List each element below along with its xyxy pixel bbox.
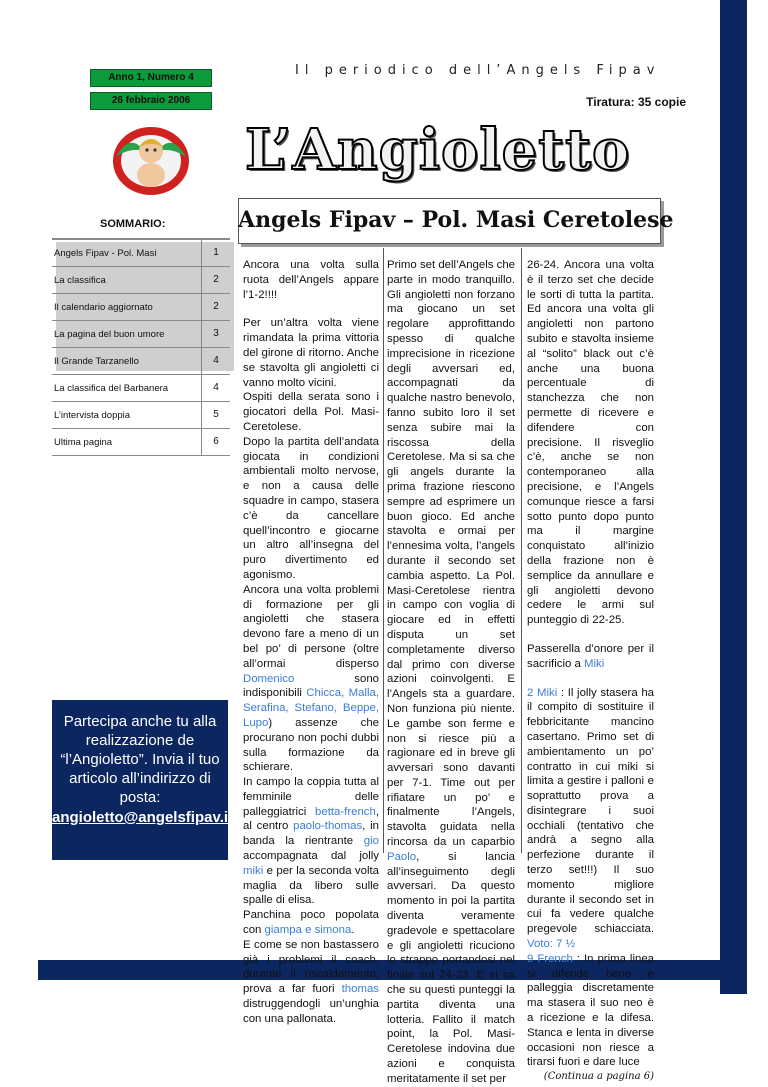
player-name: Domenico — [243, 672, 295, 685]
article-column-1 — [243, 258, 379, 1027]
paragraph: Dopo la partita dell’andata giocata in condizioni ambientali molto nervose, e non a causa delle squadre in campo, stasera c’è da cancellare quell’incontro e giocarne un altro all’insegna del puro divertimento ed agonismo. — [243, 435, 379, 581]
paragraph: Ancora una volta problemi di formazione per gli angioletti che stasera devono fare a meno di un bel po’ di persone (oltre all’ormai disperso Domenico sono indisponibili Chicca, Malla, Serafina, Stefano, Beppe, Lupo) assenze che procurano non pochi dubbi sulla formazione da schierare. — [243, 583, 379, 774]
player-name: miki — [243, 864, 264, 877]
promo-email-link[interactable]: angioletto@angelsfipav.it — [52, 809, 234, 826]
toc-label: Angels Fipav - Pol. Masi — [54, 247, 157, 259]
issue-number-box: Anno 1, Numero 4 — [90, 69, 212, 87]
toc-page: 2 — [201, 294, 230, 320]
toc-page: 4 — [201, 375, 230, 401]
toc-label: La pagina del buon umore — [54, 328, 165, 340]
right-decorative-bar — [720, 0, 747, 994]
paragraph: Ancora una volta sulla ruota dell’Angels appare l’1-2!!!! — [243, 259, 379, 301]
player-name: Paolo — [387, 850, 417, 863]
angel-logo — [110, 117, 192, 199]
paragraph: Panchina poco popolata con giampa e simona. — [243, 909, 379, 937]
player-name: paolo-thomas — [293, 820, 363, 833]
player-name: thomas — [341, 983, 379, 996]
toc-row[interactable] — [52, 375, 230, 402]
toc-row[interactable] — [52, 267, 230, 294]
column-divider — [383, 248, 384, 853]
toc-row[interactable] — [52, 321, 230, 348]
tagline: Il periodico dell’Angels Fipav — [295, 63, 661, 78]
toc-row[interactable] — [52, 429, 230, 456]
player-name: giampa e simona — [264, 924, 352, 937]
toc-page: 1 — [201, 240, 230, 266]
toc-label: La classifica del Barbanera — [54, 382, 169, 394]
toc-page: 5 — [201, 402, 230, 428]
article-column-3 — [527, 258, 654, 1085]
player-name: gio — [363, 835, 379, 848]
paragraph: Per un’altra volta viene rimandata la prima vittoria del girone di ritorno. Anche se stavolta gli angioletti ci vanno molto vicini. — [243, 317, 379, 389]
paragraph: E come se non bastassero già i problemi il coach, durante il riscaldamento, prova a far fuori thomas distruggendogli un’unghia con una pallonata. — [243, 938, 379, 1025]
toc-label: L’intervista doppia — [54, 409, 131, 421]
toc-row[interactable] — [52, 294, 230, 321]
toc-page: 4 — [201, 348, 230, 374]
table-of-contents — [52, 238, 230, 456]
player-name: betta-french — [315, 805, 376, 818]
toc-page: 6 — [201, 429, 230, 455]
toc-page: 3 — [201, 321, 230, 347]
continued-note[interactable]: (Continua a pagina 6) — [543, 1071, 654, 1083]
promo-box — [52, 700, 234, 860]
paragraph: 26-24. Ancora una volta è il terzo set che decide le sorti di tutta la partita. Ed ancora una volta gli angioletti non partono subito e stavolta insieme al “solito” black out c’è anche una buona percentuale di stanchezza che non permette di ricevere e difendere con precisione. Il risveglio c’è, anche se non contemporaneo alla precisione, e l’Angels comunque riesce a farsi sotto punto dopo punto ma il margine conquistato all’inizio della frazione non è semplice da annullare e gli angioletti devono cedere le armi sul punteggio di 22-25. — [527, 259, 654, 627]
promo-text: Partecipa anche tu alla realizzazione de “l’Angioletto”. Invia il tuo articolo all’indirizzo di posta: — [60, 713, 220, 806]
paragraph: Passerella d’onore per il sacrificio a Miki — [527, 642, 654, 670]
toc-label: Ultima pagina — [54, 436, 113, 448]
player-rating-label: 9 French — [527, 952, 573, 965]
issue-date-box: 26 febbraio 2006 — [90, 92, 212, 110]
paragraph: 9 French : In prima linea si difende bene e palleggia discretamente ma stasera il suo neo è a ricezione e la difesa. Stanca e lenta in diverse occasioni non riesce a tirarsi fuori e dare luce — [527, 952, 654, 1069]
paragraph: Primo set dell’Angels che parte in modo tranquillo. Gli angioletti non forzano ma giocano un set regolare approfittando spesso di qualche imprecisione in ricezione degli avversari ed, accompagnati da qualche nastro benevolo, fanno subito loro il set senza subire mai la riscossa della Ceretolese. Ma si sa che gli angels durante la prima frazione riescono sempre ad esprimere un buon gioco. Ed anche stavolta e ormai per l’ennesima volta, l’angels durante il secondo set cambia aspetto. La Pol. Masi-Ceretolese rientra in campo con voglia di giocare ed in effetti disputa un set completamente diverso dal primo con diverse azioni coinvolgenti. E l’Angels sta a guardare. Non funziona più niente. Le gambe son ferme e non si riesce più a ragionare ed in breve gli avversari sono davanti per 7-1. Time out per rifiatare un po’ e finalmente l’Angels, stavolta guidata nella rincorsa da un caparbio Paolo, si lancia all’inseguimento degli avversari. Da questo momento in poi la partita diventa veramente gradevole e spettacolare e gli angioletti ricuciono lo strappo portandosi nel finale sul 24-23. E si sa che su questi punteggi la partita diventa una lotteria. Fallito il match point, la Pol. Masi-Ceretolese indovina due azioni e conquista meritatamente il set per — [387, 259, 515, 1085]
article-column-2 — [387, 258, 515, 1087]
toc-label: La classifica — [54, 274, 106, 286]
circulation-text: Tiratura: 35 copie — [586, 95, 686, 109]
toc-row[interactable] — [52, 348, 230, 375]
article-headline: Angels Fipav – Pol. Masi Ceretolese — [238, 207, 674, 233]
sommario-title: SOMMARIO: — [100, 218, 166, 230]
player-name: Miki — [583, 657, 605, 670]
toc-row[interactable] — [52, 240, 230, 267]
vote: Voto: 7 ½ — [527, 938, 576, 951]
player-names: Chicca, Malla, Serafina, Stefano, Beppe, Lupo — [243, 687, 379, 729]
masthead-title: L’Angioletto — [245, 117, 631, 183]
column-divider — [521, 248, 522, 853]
paragraph: Ospiti della serata sono i giocatori della Pol. Masi-Ceretolese. — [243, 391, 379, 433]
toc-label: Il calendario aggiornato — [54, 301, 153, 313]
toc-row[interactable] — [52, 402, 230, 429]
paragraph: 2 Miki : Il jolly stasera ha il compito di sostituire il febbricitante mancino casertano. Primo set di ambientamento un po’ contratto in cui miki si limita a gestire i palloni e soprattutto prova a disintegrare i suoi occhiali (tentativo che andrà a segno alla perfezione durante il terzo set!!!) Il suo momento migliore durante il secondo set in cui fa vedere qualche pregevole schiacciata. Voto: 7 ½ — [527, 686, 654, 951]
toc-page: 2 — [201, 267, 230, 293]
paragraph: In campo la coppia tutta al femminile delle palleggiatrici betta-french, al centro paolo-thomas, in banda la rientrante gio accompagnata dal jolly miki e per la seconda volta maglia da libero sulle spalle di elisa. — [243, 776, 379, 907]
player-rating-label: 2 Miki — [527, 686, 558, 699]
toc-label: Il Grande Tarzanello — [54, 355, 139, 367]
